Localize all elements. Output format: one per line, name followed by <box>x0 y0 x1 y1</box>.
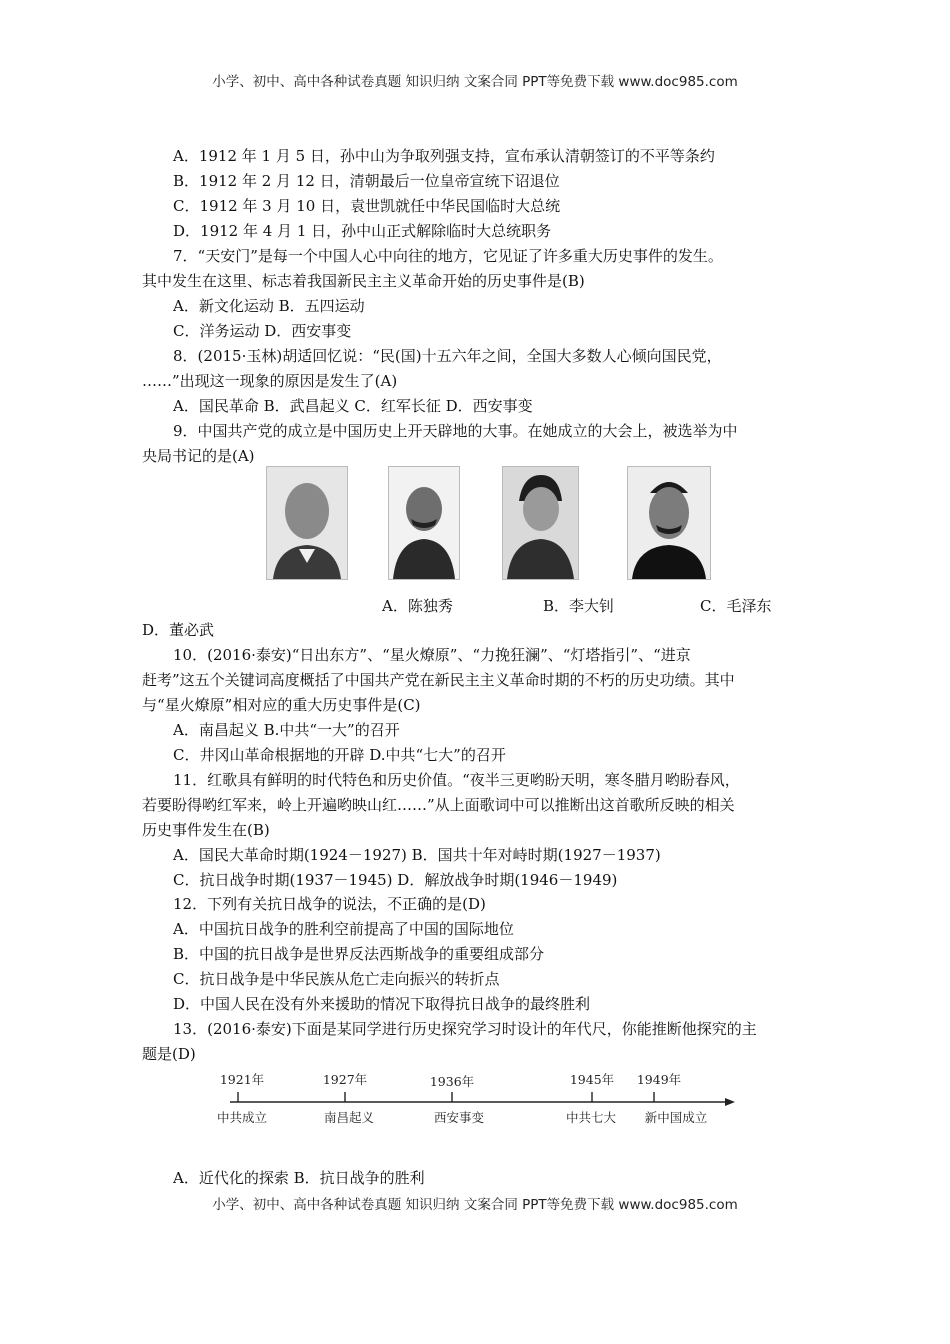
q7-stem-line1: 7．“天安门”是每一个中国人心中向往的地方，它见证了许多重大历史事件的发生。 <box>173 247 723 265</box>
q6-option-c: C．1912 年 3 月 10 日，袁世凯就任中华民国临时大总统 <box>173 197 561 215</box>
timeline-year-1936: 1936年 <box>429 1074 475 1089</box>
q10-stem-line1: 10．(2016·泰安)“日出东方”、“星火燎原”、“力挽狂澜”、“灯塔指引”、“进京 <box>173 646 691 664</box>
timeline-event-new-china: 新中国成立 <box>644 1110 708 1125</box>
timeline-year-1949: 1949年 <box>636 1072 682 1087</box>
page-footer: 小学、初中、高中各种试卷真题 知识归纳 文案合同 PPT等免费下载 www.doc985.com <box>212 1197 738 1213</box>
q7-stem-line2: 其中发生在这里、标志着我国新民主主义革命开始的历史事件是(B) <box>142 272 585 290</box>
q7-options-ab: A．新文化运动 B．五四运动 <box>173 297 365 315</box>
q12-option-d: D．中国人民在没有外来援助的情况下取得抗日战争的最终胜利 <box>173 995 591 1013</box>
q9-option-c: C．毛泽东 <box>700 597 772 615</box>
q12-option-c: C．抗日战争是中华民族从危亡走向振兴的转折点 <box>173 970 500 988</box>
q9-option-d: D．董必武 <box>142 621 215 639</box>
q9-stem-line2: 央局书记的是(A) <box>142 447 255 465</box>
q11-stem-line3: 历史事件发生在(B) <box>142 821 270 839</box>
timeline-year-1921: 1921年 <box>219 1072 265 1087</box>
timeline-year-1945: 1945年 <box>569 1072 615 1087</box>
timeline-event-seventh-congress: 中共七大 <box>565 1110 617 1125</box>
timeline-event-nanchang: 南昌起义 <box>323 1110 375 1125</box>
portrait-photo-b <box>388 466 460 580</box>
q12-stem: 12．下列有关抗日战争的说法，不正确的是(D) <box>173 895 486 913</box>
portrait-photo-a <box>266 466 348 580</box>
q13-options-ab: A．近代化的探索 B．抗日战争的胜利 <box>173 1169 425 1187</box>
page-header: 小学、初中、高中各种试卷真题 知识归纳 文案合同 PPT等免费下载 www.doc985.com <box>212 74 738 90</box>
portrait-photo-c <box>502 466 579 580</box>
q6-option-b: B．1912 年 2 月 12 日，清朝最后一位皇帝宣统下诏退位 <box>173 172 560 190</box>
q13-stem-line1: 13．(2016·泰安)下面是某同学进行历史探究学习时设计的年代尺，你能推断他探究的主 <box>173 1020 757 1038</box>
q10-stem-line2: 赶考”这五个关键词高度概括了中国共产党在新民主主义革命时期的不朽的历史功绩。其中 <box>142 671 735 689</box>
q10-options-ab: A．南昌起义 B.中共“一大”的召开 <box>173 721 400 739</box>
q8-stem-line1: 8．(2015·玉林)胡适回忆说：“民(国)十五六年之间，全国大多数人心倾向国民党， <box>173 347 722 365</box>
q12-option-a: A．中国抗日战争的胜利空前提高了中国的国际地位 <box>173 920 514 938</box>
q8-stem-line2: ……”出现这一现象的原因是发生了(A) <box>142 372 398 390</box>
q10-stem-line3: 与“星火燎原”相对应的重大历史事件是(C) <box>142 696 421 714</box>
q11-stem-line2: 若要盼得哟红军来，岭上开遍哟映山红……”从上面歌词中可以推断出这首歌所反映的相关 <box>142 796 735 814</box>
q9-stem-line1: 9．中国共产党的成立是中国历史上开天辟地的大事。在她成立的大会上，被选举为中 <box>173 422 738 440</box>
timeline-figure <box>205 1068 745 1130</box>
q10-options-cd: C．井冈山革命根据地的开辟 D.中共“七大”的召开 <box>173 746 506 764</box>
q9-option-b: B．李大钊 <box>543 597 615 615</box>
timeline-arrow <box>725 1098 735 1106</box>
timeline-event-xian: 西安事变 <box>433 1110 485 1125</box>
timeline-year-1927: 1927年 <box>322 1072 368 1087</box>
timeline-event-cpc-founded: 中共成立 <box>216 1110 268 1125</box>
q9-option-a: A．陈独秀 <box>382 597 453 615</box>
q11-options-ab: A．国民大革命时期(1924－1927) B．国共十年对峙时期(1927－1937) <box>173 846 661 864</box>
q11-options-cd: C．抗日战争时期(1937－1945) D．解放战争时期(1946－1949) <box>173 871 618 889</box>
q11-stem-line1: 11．红歌具有鲜明的时代特色和历史价值。“夜半三更哟盼天明，寒冬腊月哟盼春风， <box>173 771 740 789</box>
q6-option-d: D．1912 年 4 月 1 日，孙中山正式解除临时大总统职务 <box>173 222 552 240</box>
q12-option-b: B．中国的抗日战争是世界反法西斯战争的重要组成部分 <box>173 945 545 963</box>
portrait-photo-d <box>627 466 711 580</box>
q6-option-a: A．1912 年 1 月 5 日，孙中山为争取列强支持，宣布承认清朝签订的不平等条约 <box>173 147 715 165</box>
q13-stem-line2: 题是(D) <box>142 1045 196 1063</box>
q8-options: A．国民革命 B．武昌起义 C．红军长征 D．西安事变 <box>173 397 533 415</box>
q7-options-cd: C．洋务运动 D．西安事变 <box>173 322 352 340</box>
